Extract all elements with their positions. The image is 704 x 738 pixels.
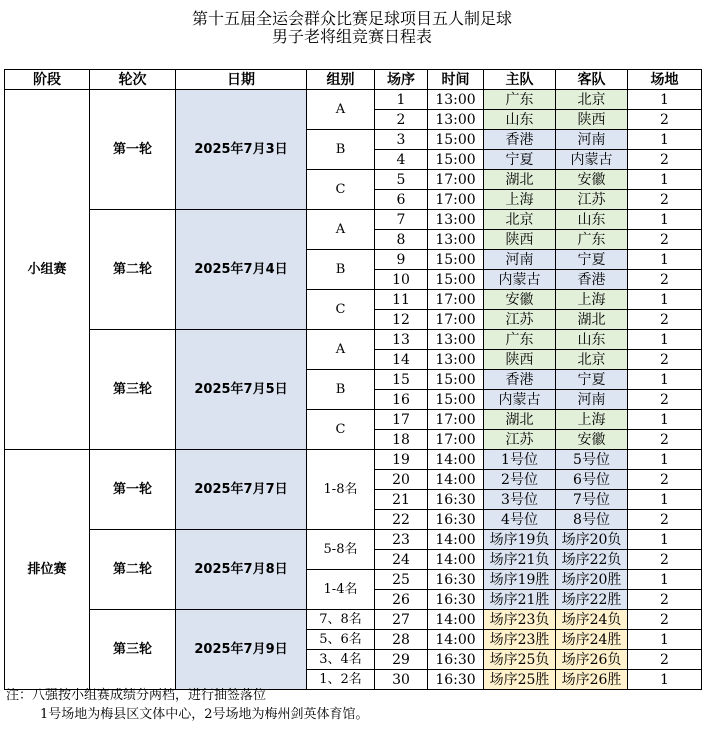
group-cell: 1、2名 bbox=[307, 670, 375, 690]
away-team-cell: 湖北 bbox=[556, 310, 628, 330]
title-line-1: 第十五届全运会群众比赛足球项目五人制足球 bbox=[191, 9, 512, 28]
match-no-cell: 29 bbox=[375, 650, 428, 670]
header-away: 客队 bbox=[556, 70, 628, 90]
header-venue: 场地 bbox=[628, 70, 702, 90]
header-stage: 阶段 bbox=[5, 70, 90, 90]
match-no-cell: 11 bbox=[375, 290, 428, 310]
venue-cell: 1 bbox=[628, 570, 702, 590]
time-cell: 13:00 bbox=[428, 330, 484, 350]
match-no-cell: 7 bbox=[375, 210, 428, 230]
table-row bbox=[5, 530, 702, 550]
venue-cell: 1 bbox=[628, 330, 702, 350]
match-no-cell: 9 bbox=[375, 250, 428, 270]
time-cell: 15:00 bbox=[428, 250, 484, 270]
home-team-cell: 2号位 bbox=[484, 470, 556, 490]
header-group: 组别 bbox=[307, 70, 375, 90]
venue-cell: 2 bbox=[628, 610, 702, 630]
away-team-cell: 场序26负 bbox=[556, 650, 628, 670]
home-team-cell: 香港 bbox=[484, 370, 556, 390]
away-team-cell: 山东 bbox=[556, 210, 628, 230]
group-cell: 1-8名 bbox=[307, 450, 375, 530]
round-cell: 第三轮 bbox=[90, 330, 176, 450]
away-team-cell: 香港 bbox=[556, 270, 628, 290]
home-team-cell: 湖北 bbox=[484, 410, 556, 430]
home-team-cell: 场序19胜 bbox=[484, 570, 556, 590]
away-team-cell: 场序20负 bbox=[556, 530, 628, 550]
date-cell: 2025年7月5日 bbox=[176, 330, 307, 450]
group-cell: C bbox=[307, 290, 375, 330]
group-cell: A bbox=[307, 330, 375, 370]
group-cell: C bbox=[307, 410, 375, 450]
title-line-2: 男子老将组竞赛日程表 bbox=[271, 27, 432, 46]
time-cell: 17:00 bbox=[428, 190, 484, 210]
home-team-cell: 上海 bbox=[484, 190, 556, 210]
home-team-cell: 1号位 bbox=[484, 450, 556, 470]
match-no-cell: 26 bbox=[375, 590, 428, 610]
home-team-cell: 3号位 bbox=[484, 490, 556, 510]
away-team-cell: 8号位 bbox=[556, 510, 628, 530]
match-no-cell: 23 bbox=[375, 530, 428, 550]
match-no-cell: 28 bbox=[375, 630, 428, 650]
venue-cell: 1 bbox=[628, 250, 702, 270]
date-cell: 2025年7月7日 bbox=[176, 450, 307, 530]
time-cell: 13:00 bbox=[428, 90, 484, 110]
match-no-cell: 14 bbox=[375, 350, 428, 370]
time-cell: 17:00 bbox=[428, 430, 484, 450]
home-team-cell: 北京 bbox=[484, 210, 556, 230]
match-no-cell: 30 bbox=[375, 670, 428, 690]
match-no-cell: 10 bbox=[375, 270, 428, 290]
match-no-cell: 25 bbox=[375, 570, 428, 590]
match-no-cell: 27 bbox=[375, 610, 428, 630]
away-team-cell: 宁夏 bbox=[556, 370, 628, 390]
match-no-cell: 6 bbox=[375, 190, 428, 210]
time-cell: 17:00 bbox=[428, 170, 484, 190]
time-cell: 16:30 bbox=[428, 490, 484, 510]
time-cell: 15:00 bbox=[428, 150, 484, 170]
group-cell: 7、8名 bbox=[307, 610, 375, 630]
round-cell: 第二轮 bbox=[90, 210, 176, 330]
match-no-cell: 15 bbox=[375, 370, 428, 390]
time-cell: 16:30 bbox=[428, 670, 484, 690]
away-team-cell: 场序22负 bbox=[556, 550, 628, 570]
away-team-cell: 6号位 bbox=[556, 470, 628, 490]
venue-cell: 2 bbox=[628, 470, 702, 490]
time-cell: 15:00 bbox=[428, 130, 484, 150]
time-cell: 13:00 bbox=[428, 210, 484, 230]
round-cell: 第三轮 bbox=[90, 610, 176, 690]
stage-cell: 小组赛 bbox=[5, 90, 90, 450]
away-team-cell: 7号位 bbox=[556, 490, 628, 510]
away-team-cell: 安徽 bbox=[556, 430, 628, 450]
match-no-cell: 20 bbox=[375, 470, 428, 490]
group-cell: A bbox=[307, 210, 375, 250]
group-cell: 5-8名 bbox=[307, 530, 375, 570]
match-no-cell: 18 bbox=[375, 430, 428, 450]
group-cell: B bbox=[307, 370, 375, 410]
date-cell: 2025年7月8日 bbox=[176, 530, 307, 610]
group-cell: C bbox=[307, 170, 375, 210]
away-team-cell: 江苏 bbox=[556, 190, 628, 210]
header-time: 时间 bbox=[428, 70, 484, 90]
match-no-cell: 2 bbox=[375, 110, 428, 130]
venue-cell: 1 bbox=[628, 530, 702, 550]
venue-cell: 1 bbox=[628, 290, 702, 310]
away-team-cell: 北京 bbox=[556, 90, 628, 110]
home-team-cell: 河南 bbox=[484, 250, 556, 270]
home-team-cell: 场序21胜 bbox=[484, 590, 556, 610]
home-team-cell: 场序25负 bbox=[484, 650, 556, 670]
away-team-cell: 场序24负 bbox=[556, 610, 628, 630]
home-team-cell: 广东 bbox=[484, 330, 556, 350]
venue-cell: 2 bbox=[628, 310, 702, 330]
venue-cell: 1 bbox=[628, 670, 702, 690]
away-team-cell: 河南 bbox=[556, 390, 628, 410]
match-no-cell: 3 bbox=[375, 130, 428, 150]
away-team-cell: 安徽 bbox=[556, 170, 628, 190]
table-row bbox=[5, 330, 702, 350]
match-no-cell: 16 bbox=[375, 390, 428, 410]
match-no-cell: 8 bbox=[375, 230, 428, 250]
home-team-cell: 场序23胜 bbox=[484, 630, 556, 650]
schedule-table bbox=[4, 69, 702, 690]
header-home: 主队 bbox=[484, 70, 556, 90]
time-cell: 17:00 bbox=[428, 310, 484, 330]
home-team-cell: 宁夏 bbox=[484, 150, 556, 170]
away-team-cell: 河南 bbox=[556, 130, 628, 150]
home-team-cell: 陕西 bbox=[484, 350, 556, 370]
venue-cell: 2 bbox=[628, 550, 702, 570]
time-cell: 13:00 bbox=[428, 230, 484, 250]
venue-cell: 1 bbox=[628, 130, 702, 150]
venue-cell: 1 bbox=[628, 630, 702, 650]
time-cell: 16:30 bbox=[428, 510, 484, 530]
venue-cell: 1 bbox=[628, 90, 702, 110]
home-team-cell: 香港 bbox=[484, 130, 556, 150]
round-cell: 第二轮 bbox=[90, 530, 176, 610]
match-no-cell: 22 bbox=[375, 510, 428, 530]
time-cell: 15:00 bbox=[428, 390, 484, 410]
away-team-cell: 场序24胜 bbox=[556, 630, 628, 650]
document-title bbox=[0, 10, 704, 46]
venue-cell: 1 bbox=[628, 450, 702, 470]
home-team-cell: 4号位 bbox=[484, 510, 556, 530]
time-cell: 14:00 bbox=[428, 470, 484, 490]
away-team-cell: 北京 bbox=[556, 350, 628, 370]
venue-cell: 2 bbox=[628, 510, 702, 530]
date-cell: 2025年7月3日 bbox=[176, 90, 307, 210]
away-team-cell: 上海 bbox=[556, 290, 628, 310]
time-cell: 14:00 bbox=[428, 450, 484, 470]
venue-cell: 2 bbox=[628, 590, 702, 610]
venue-cell: 1 bbox=[628, 410, 702, 430]
round-cell: 第一轮 bbox=[90, 90, 176, 210]
round-cell: 第一轮 bbox=[90, 450, 176, 530]
away-team-cell: 场序22胜 bbox=[556, 590, 628, 610]
group-cell: 5、6名 bbox=[307, 630, 375, 650]
table-row bbox=[5, 210, 702, 230]
time-cell: 13:00 bbox=[428, 110, 484, 130]
away-team-cell: 场序20胜 bbox=[556, 570, 628, 590]
time-cell: 15:00 bbox=[428, 270, 484, 290]
group-cell: B bbox=[307, 130, 375, 170]
away-team-cell: 上海 bbox=[556, 410, 628, 430]
time-cell: 15:00 bbox=[428, 370, 484, 390]
venue-cell: 2 bbox=[628, 150, 702, 170]
header-round: 轮次 bbox=[90, 70, 176, 90]
footnote-line-1: 注：八强按小组赛成绩分两档，进行抽签落位 bbox=[6, 688, 267, 703]
home-team-cell: 场序25胜 bbox=[484, 670, 556, 690]
venue-cell: 2 bbox=[628, 350, 702, 370]
away-team-cell: 山东 bbox=[556, 330, 628, 350]
table-row bbox=[5, 90, 702, 110]
venue-cell: 2 bbox=[628, 390, 702, 410]
match-no-cell: 12 bbox=[375, 310, 428, 330]
table-row bbox=[5, 610, 702, 630]
home-team-cell: 湖北 bbox=[484, 170, 556, 190]
header-match-no: 场序 bbox=[375, 70, 428, 90]
home-team-cell: 广东 bbox=[484, 90, 556, 110]
group-cell: 1-4名 bbox=[307, 570, 375, 610]
home-team-cell: 内蒙古 bbox=[484, 270, 556, 290]
footnote-line-2: 1号场地为梅县区文体中心，2号场地为梅州剑英体育馆。 bbox=[40, 707, 369, 722]
home-team-cell: 内蒙古 bbox=[484, 390, 556, 410]
venue-cell: 2 bbox=[628, 110, 702, 130]
away-team-cell: 场序26胜 bbox=[556, 670, 628, 690]
match-no-cell: 5 bbox=[375, 170, 428, 190]
venue-cell: 2 bbox=[628, 270, 702, 290]
away-team-cell: 内蒙古 bbox=[556, 150, 628, 170]
match-no-cell: 4 bbox=[375, 150, 428, 170]
match-no-cell: 24 bbox=[375, 550, 428, 570]
header-row bbox=[5, 70, 702, 90]
venue-cell: 2 bbox=[628, 190, 702, 210]
away-team-cell: 广东 bbox=[556, 230, 628, 250]
away-team-cell: 陕西 bbox=[556, 110, 628, 130]
time-cell: 14:00 bbox=[428, 630, 484, 650]
venue-cell: 1 bbox=[628, 370, 702, 390]
group-cell: 3、4名 bbox=[307, 650, 375, 670]
date-cell: 2025年7月9日 bbox=[176, 610, 307, 690]
time-cell: 14:00 bbox=[428, 530, 484, 550]
group-cell: B bbox=[307, 250, 375, 290]
time-cell: 14:00 bbox=[428, 610, 484, 630]
venue-cell: 1 bbox=[628, 210, 702, 230]
group-cell: A bbox=[307, 90, 375, 130]
venue-cell: 2 bbox=[628, 650, 702, 670]
time-cell: 16:30 bbox=[428, 570, 484, 590]
match-no-cell: 13 bbox=[375, 330, 428, 350]
home-team-cell: 安徽 bbox=[484, 290, 556, 310]
stage-cell: 排位赛 bbox=[5, 450, 90, 690]
time-cell: 16:30 bbox=[428, 650, 484, 670]
time-cell: 16:30 bbox=[428, 590, 484, 610]
home-team-cell: 场序23负 bbox=[484, 610, 556, 630]
time-cell: 14:00 bbox=[428, 550, 484, 570]
away-team-cell: 宁夏 bbox=[556, 250, 628, 270]
time-cell: 17:00 bbox=[428, 410, 484, 430]
time-cell: 13:00 bbox=[428, 350, 484, 370]
date-cell: 2025年7月4日 bbox=[176, 210, 307, 330]
table-row bbox=[5, 450, 702, 470]
match-no-cell: 17 bbox=[375, 410, 428, 430]
match-no-cell: 1 bbox=[375, 90, 428, 110]
away-team-cell: 5号位 bbox=[556, 450, 628, 470]
venue-cell: 1 bbox=[628, 170, 702, 190]
home-team-cell: 江苏 bbox=[484, 430, 556, 450]
match-no-cell: 19 bbox=[375, 450, 428, 470]
home-team-cell: 山东 bbox=[484, 110, 556, 130]
home-team-cell: 场序19负 bbox=[484, 530, 556, 550]
header-date: 日期 bbox=[176, 70, 307, 90]
time-cell: 17:00 bbox=[428, 290, 484, 310]
home-team-cell: 场序21负 bbox=[484, 550, 556, 570]
home-team-cell: 江苏 bbox=[484, 310, 556, 330]
home-team-cell: 陕西 bbox=[484, 230, 556, 250]
venue-cell: 2 bbox=[628, 430, 702, 450]
venue-cell: 1 bbox=[628, 490, 702, 510]
match-no-cell: 21 bbox=[375, 490, 428, 510]
footnote bbox=[6, 686, 369, 724]
venue-cell: 2 bbox=[628, 230, 702, 250]
